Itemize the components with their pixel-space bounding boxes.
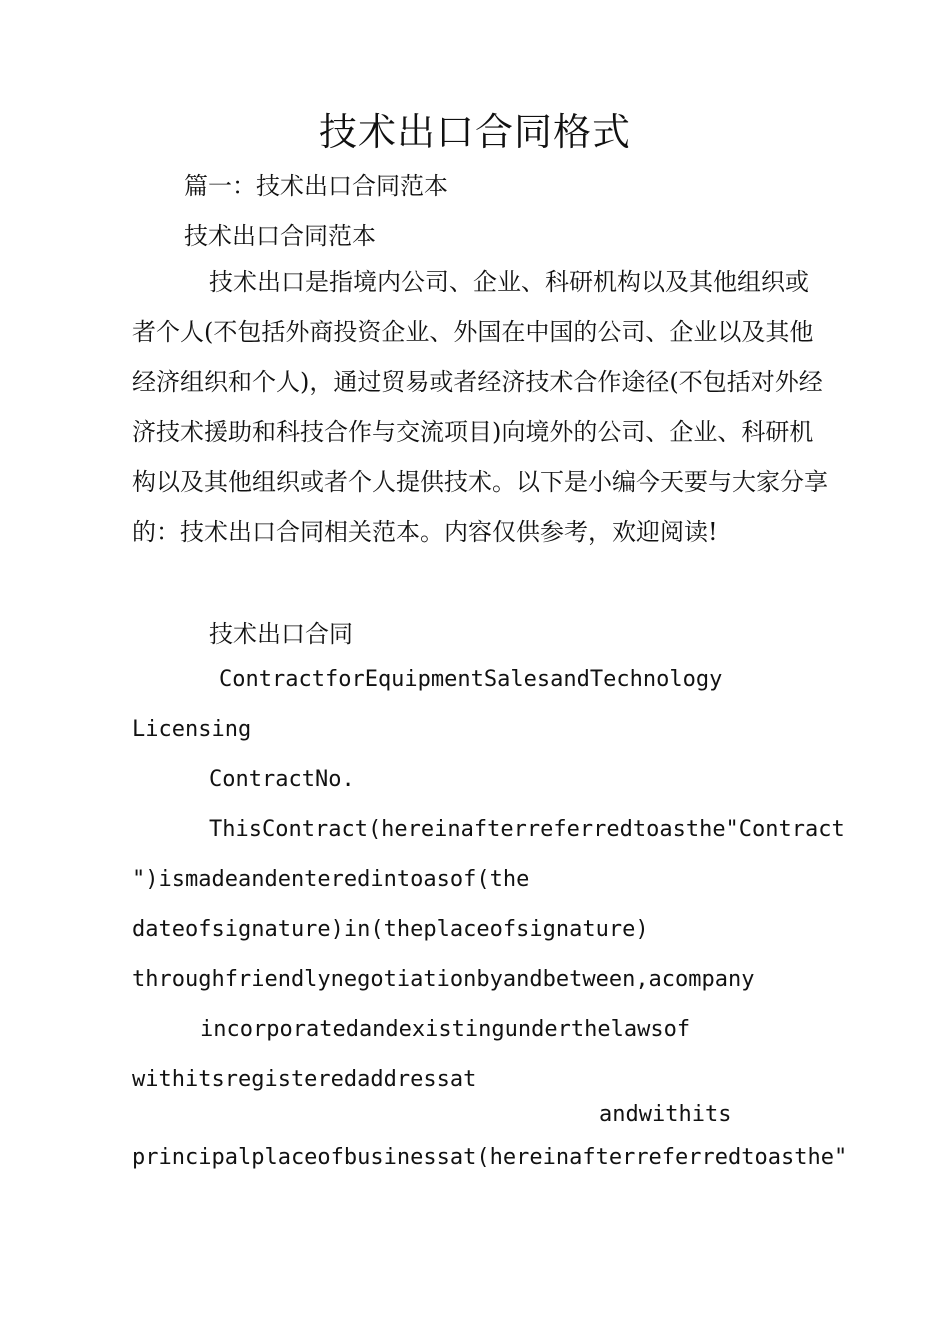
contract-text-line: incorporatedandexistingunderthelawsof (200, 1017, 691, 1042)
contract-title-en-line1: ContractforEquipmentSalesandTechnology (219, 667, 723, 692)
document-title: 技术出口合同格式 (318, 110, 631, 154)
contract-text-line: ")ismadeandenteredintoasof(the (132, 867, 530, 892)
section-heading: 篇一：技术出口合同范本 (184, 172, 448, 200)
contract-text-line: andwithits (599, 1102, 732, 1127)
contract-text-line: ThisContract(hereinafterreferredtoasthe"Contract (209, 817, 845, 842)
contract-heading: 技术出口合同 (209, 620, 353, 648)
contract-number: ContractNo. (209, 767, 355, 792)
contract-text-line: principalplaceofbusinessat(hereinafterreferredtoasthe" (132, 1145, 848, 1170)
contract-text-line: throughfriendlynegotiationbyandbetween,acompany (132, 967, 755, 992)
contract-title-en-line2: Licensing (132, 717, 252, 742)
contract-text-line: dateofsignature)in(theplaceofsignature) (132, 917, 649, 942)
sub-heading: 技术出口合同范本 (184, 222, 376, 250)
intro-paragraph: 技术出口是指境内公司、企业、科研机构以及其他组织或者个人(不包括外商投资企业、外国在中国的公司、企业以及其他经济组织和个人)，通过贸易或者经济技术合作途径(不包括对外经济技术援助和科技合作与交流项目)向境外的公司、企业、科研机构以及其他组织或者个人提供技术。以下是小编今天要与大家分享的：技术出口合同相关范本。内容仅供参考，欢迎阅读! (132, 268, 828, 546)
contract-text-line: withitsregisteredaddressat (132, 1067, 477, 1092)
